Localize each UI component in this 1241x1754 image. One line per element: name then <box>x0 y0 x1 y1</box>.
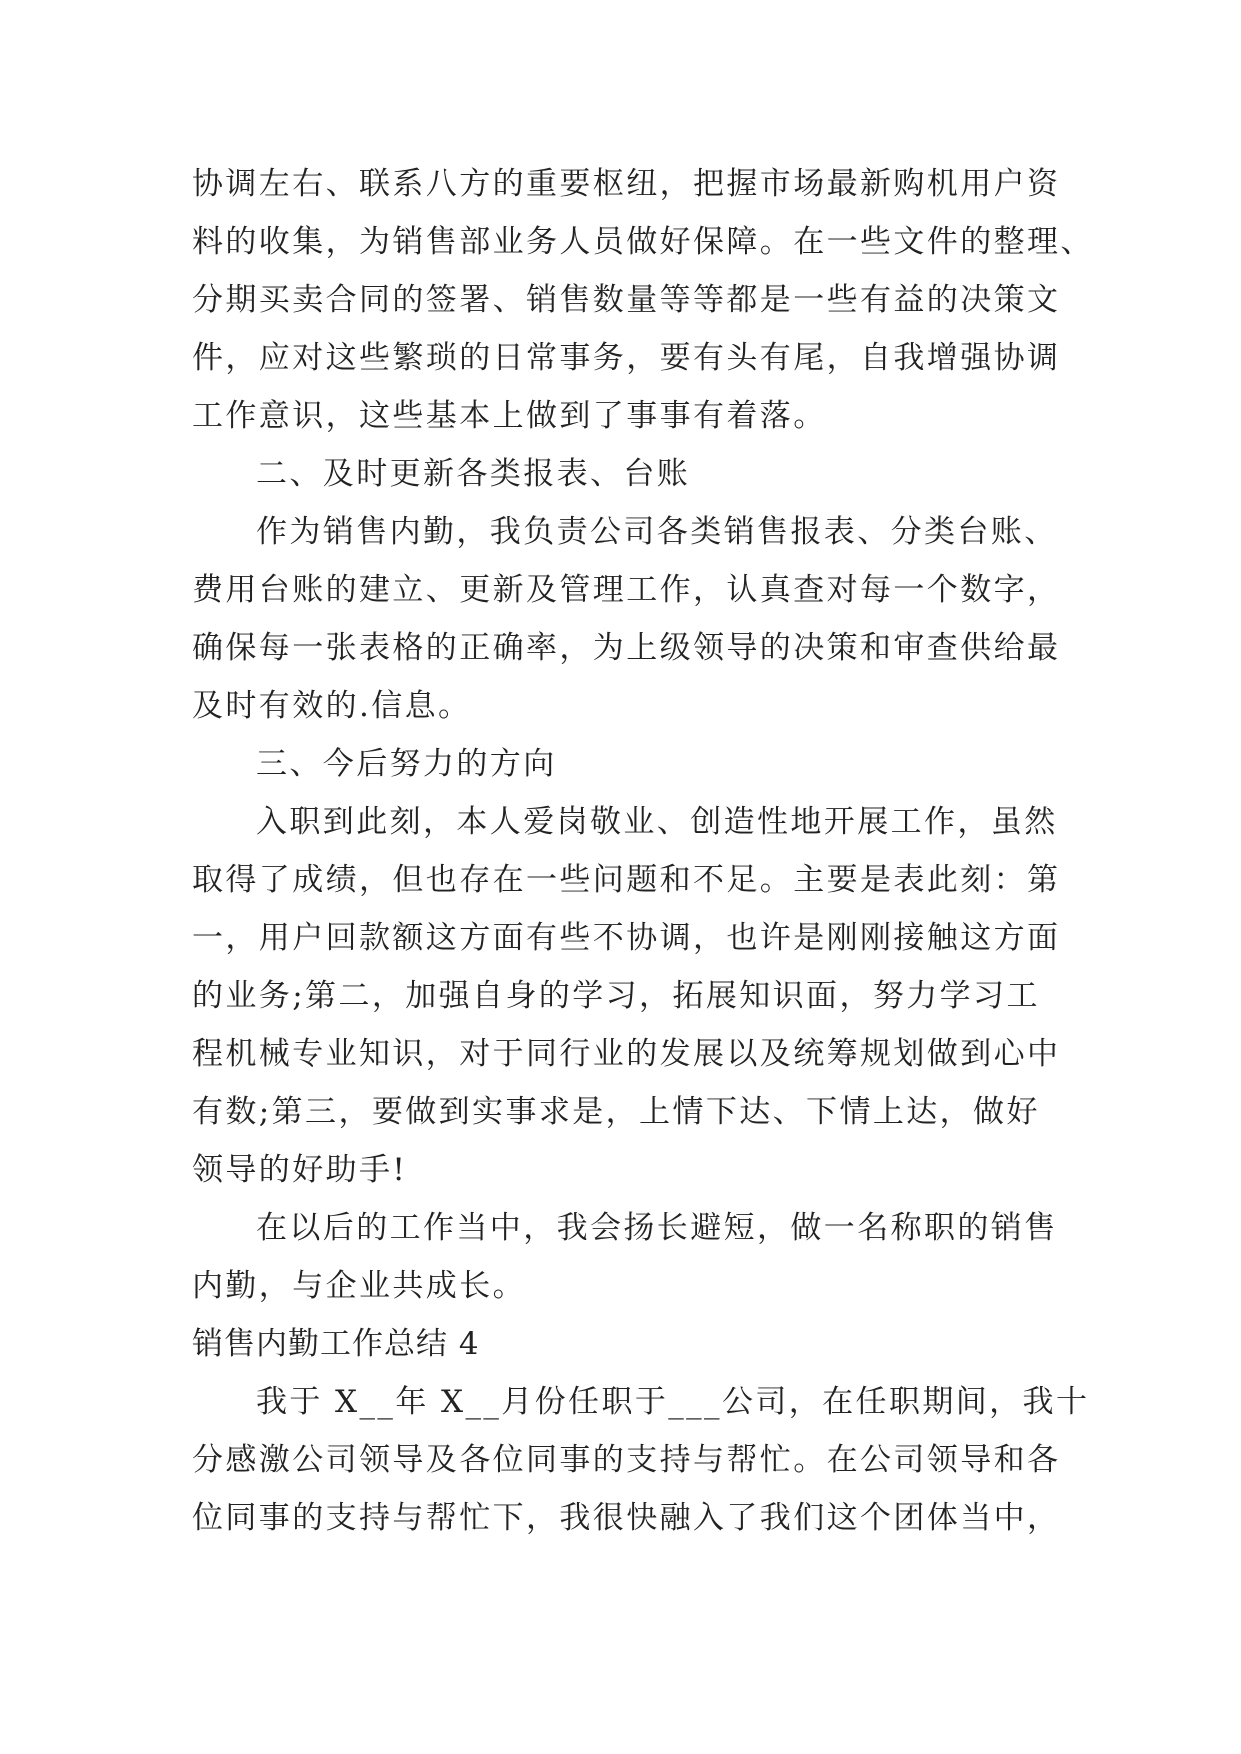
text-line: 内勤，与企业共成长。 <box>192 1268 526 1304</box>
text-line: 件，应对这些繁琐的日常事务，要有头有尾，自我增强协调 <box>192 340 1061 376</box>
text-line: 分期买卖合同的签署、销售数量等等都是一些有益的决策文 <box>192 282 1061 318</box>
text-line: 位同事的支持与帮忙下，我很快融入了我们这个团体当中， <box>192 1500 1061 1536</box>
text-line: 程机械专业知识，对于同行业的发展以及统筹规划做到心中 <box>192 1036 1061 1072</box>
text-line: 我于 X__年 X__月份任职于___公司，在任职期间，我十 <box>256 1384 1090 1420</box>
text-line: 料的收集，为销售部业务人员做好保障。在一些文件的整理、 <box>192 224 1094 260</box>
text-line: 及时有效的.信息。 <box>192 688 472 724</box>
text-line: 工作意识，这些基本上做到了事事有着落。 <box>192 398 827 434</box>
text-line: 协调左右、联系八方的重要枢纽，把握市场最新购机用户资 <box>192 166 1061 202</box>
text-line: 入职到此刻，本人爱岗敬业、创造性地开展工作，虽然 <box>256 804 1058 840</box>
text-line: 在以后的工作当中，我会扬长避短，做一名称职的销售 <box>256 1210 1058 1246</box>
text-line: 取得了成绩，但也存在一些问题和不足。主要是表此刻：第 <box>192 862 1061 898</box>
text-line: 领导的好助手! <box>192 1152 408 1188</box>
text-line: 作为销售内勤，我负责公司各类销售报表、分类台账、 <box>256 514 1058 550</box>
text-line: 三、今后努力的方向 <box>256 746 557 782</box>
text-line: 分感激公司领导及各位同事的支持与帮忙。在公司领导和各 <box>192 1442 1061 1478</box>
text-line: 一，用户回款额这方面有些不协调，也许是刚刚接触这方面 <box>192 920 1061 956</box>
section-heading: 销售内勤工作总结 4 <box>192 1326 480 1362</box>
text-line: 有数;第三，要做到实事求是，上情下达、下情上达，做好 <box>192 1094 1040 1130</box>
text-line: 确保每一张表格的正确率，为上级领导的决策和审查供给最 <box>192 630 1061 666</box>
text-line: 费用台账的建立、更新及管理工作，认真查对每一个数字， <box>192 572 1061 608</box>
text-line: 的业务;第二，加强自身的学习，拓展知识面，努力学习工 <box>192 978 1040 1014</box>
text-line: 二、及时更新各类报表、台账 <box>256 456 691 492</box>
document-body <box>192 155 1094 1547</box>
